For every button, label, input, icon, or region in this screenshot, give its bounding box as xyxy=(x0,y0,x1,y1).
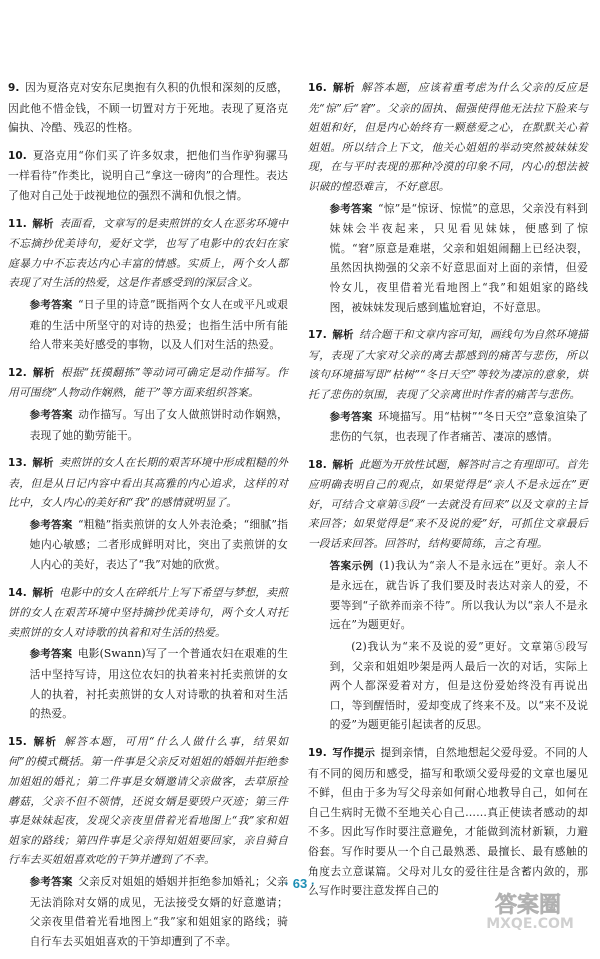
answer-text: 环境描写。用“枯树”“冬日天空”意象渲染了悲伤的气氛，也表现了作者痛苦、凄凉的感情。 xyxy=(329,409,588,444)
analysis-label: 解析 xyxy=(332,82,356,94)
answer-paragraph xyxy=(8,295,288,355)
question-paragraph xyxy=(8,214,288,293)
question-item xyxy=(308,455,588,735)
question-number: 17. xyxy=(308,329,327,342)
analysis-label: 解析 xyxy=(32,217,54,230)
analysis-label: 写作提示 xyxy=(332,747,375,759)
question-item xyxy=(8,583,288,724)
answer-label: 参考答案 xyxy=(329,410,373,423)
question-number: 18. xyxy=(308,458,327,471)
question-item xyxy=(8,78,288,138)
question-item xyxy=(8,214,288,355)
question-item xyxy=(308,78,588,317)
question-item xyxy=(8,453,288,575)
question-number: 16. xyxy=(308,82,327,94)
watermark-text-main: 答案圈 xyxy=(494,893,562,918)
page-number: · 63 · xyxy=(284,876,316,891)
answer-paragraph xyxy=(308,556,588,635)
answer-paragraph xyxy=(8,405,288,445)
question-number: 11. xyxy=(8,217,27,230)
question-text: 此题为开放性试题，解答时言之有理即可。首先应明确表明自己的观点，如果觉得是“亲人不是永远在”更好，可结合文章第⑤段“一去就没有回来”以及文章的主旨来回答；如果觉得是“来不及说的爱”好，可抓住文章最后一段话来回答。回答时，结构要简练，言之有理。 xyxy=(308,457,588,551)
answer-text: (1)我认为“亲人不是永远在”更好。亲人不是永远在，就告诉了我们要及时表达对亲人的爱，不要等到“子欲养而亲不待”。所以我认为以“亲人不是永远在”为题更好。 xyxy=(329,558,588,632)
question-text: 因为夏洛克对安东尼奥抱有久积的仇恨和深刻的反感，因此他不惜金钱，不顾一切置对方于死地。表现了夏洛克偏执、冷酷、残忍的性格。 xyxy=(8,81,288,135)
answer-paragraph xyxy=(308,199,588,318)
question-text: 解答本题，可用“什么人做什么事，结果如何”的模式概括。第一件事是父亲反对姐姐的婚姻并拒绝参加姐姐的婚礼；第二件事是女婿邀请父亲做客，去草原捡蘑菇，父亲不但不领情，还说女婿是要毁户灭迹；第三件事是妹妹起夜，发现父亲夜里借着光看地图上“我”家和姐姐家的路线；第四件事是父亲得知姐姐要回家，亲自骑自行车去买姐姐喜欢吃的干笋并遭到了不幸。 xyxy=(8,734,289,867)
analysis-label: 解析 xyxy=(32,366,55,379)
question-text: 根据“抚摸翻拣”等动词可确定是动作描写。作用可围绕“人物动作娴熟，能干”等方面来组织答案。 xyxy=(8,365,288,400)
question-item xyxy=(8,146,288,206)
question-number: 9. xyxy=(8,82,20,94)
right-column xyxy=(308,78,588,909)
watermark-text-url: MXQE.COM xyxy=(486,916,574,931)
question-number: 14. xyxy=(8,586,27,599)
answer-paragraph xyxy=(308,407,588,447)
left-column xyxy=(8,78,288,959)
question-paragraph xyxy=(8,146,288,206)
answer-label: 参考答案 xyxy=(29,648,73,661)
answer-paragraph xyxy=(8,515,288,575)
answer-label: 参考答案 xyxy=(29,408,73,421)
answer-label: 参考答案 xyxy=(29,875,73,888)
analysis-label: 解析 xyxy=(332,329,354,342)
question-paragraph xyxy=(8,453,288,513)
answer-text: 父亲反对姐姐的婚姻并拒绝参加婚礼；父亲无法消除对女婿的成见，无法接受女婿的好意邀请；父亲夜里借着光看地图上“我”家和姐姐家的路线；骑自行车去买姐姐喜欢的干笋却遭到了不幸。 xyxy=(29,874,289,948)
analysis-label: 解析 xyxy=(32,457,54,470)
question-paragraph xyxy=(308,78,588,197)
question-number: 12. xyxy=(8,366,27,379)
answer-label: 参考答案 xyxy=(29,298,73,311)
answer-text: 电影(Swann)写了一个普通农妇在艰难的生活中坚持写诗，用这位农妇的执着来衬托卖煎饼的女人的执着，衬托卖煎饼的女人对诗歌的执着和对生活的热爱。 xyxy=(29,647,288,721)
question-text: 电影中的女人在碎纸片上写下希望与梦想，卖煎饼的女人在艰苦环境中坚持摘抄优美诗句，两个女人对托卖煎饼的女人对诗歌的执着和对生活的热爱。 xyxy=(8,585,288,639)
question-item xyxy=(8,363,288,445)
question-item xyxy=(308,325,588,447)
analysis-label: 解析 xyxy=(332,458,354,471)
question-text: 卖煎饼的女人在长期的艰苦环境中形成粗糙的外表，但是从日记内容中看出其高雅的内心追求，这样的对比中，女人内心的美好和“我”的感情就明显了。 xyxy=(8,456,288,510)
analysis-label: 解析 xyxy=(32,735,58,748)
analysis-label: 解析 xyxy=(32,586,54,599)
answer-text: “粗糙”指卖煎饼的女人外表沧桑；“细腻”指她内心敏感；二者形成鲜明对比，突出了卖煎饼的女人内心的美好，表达了“我”对她的欣赏。 xyxy=(29,517,288,572)
question-number: 15. xyxy=(8,735,27,748)
watermark-logo xyxy=(458,888,600,931)
question-number: 10. xyxy=(8,149,27,162)
question-text: 表面看，文章写的是卖煎饼的女人在恶劣环境中不忘摘抄优美诗句，爱好文学，也写了电影中的农妇在家庭暴力中不忘表达内心丰富的情感。实质上，两个女人都表现了对生活的热爱，这是作者感受到的深层含义。 xyxy=(8,216,288,290)
question-number: 13. xyxy=(8,457,27,470)
question-number: 19. xyxy=(308,747,327,759)
answer-text: “惊”是“惊讶、惊慌”的意思，父亲没有料到妹妹会半夜起来，只见看见妹妹，便感到了惊慌。“窘”原意是难堪，父亲和姐姐闹翻上已经决裂，虽然因执拗强的父亲不好意思面对上面的亲情，但爱怜女儿，夜里借着光看地图上“我”和姐姐家的路线图，被妹妹发现后感到尴尬窘迫，不好意思。 xyxy=(329,201,588,314)
question-text: 解答本题，应该着重考虑为什么父亲的反应是先“惊”后“窘”。父亲的固执、倔强使得他无法拉下脸来与姐姐和好，但是内心始终有一颗慈爱之心，在默默关心着姐姐。所以结合上下文，他关心姐姐的举动突然被妹妹发现，在与平时表现的那种冷漠的印象不同，内心的想法被识破的惶恐难言，不好意思。 xyxy=(308,81,589,193)
question-item xyxy=(8,732,288,952)
question-paragraph xyxy=(8,583,288,643)
answer-paragraph xyxy=(8,644,288,723)
answer-label: 参考答案 xyxy=(329,202,373,215)
question-text: 提到亲情，自然地想起父爱母爱。不同的人有不同的阅历和感受，描写和歌颂父爱母爱的文章也屡见不鲜，但由于多为写父母亲如何耐心地教导自己，如何在自己生病时无微不至地关心自己……真正使读者感动的却不多。因此写作时要注意避免，才能做到流材新颖，力避俗套。写作时要从一个自己最熟悉、最擅长、最有感触的角度去立意谋篇。父母对儿女的爱往往是含蓄内敛的，那么写作时要注意发挥自己的 xyxy=(308,746,588,898)
question-paragraph xyxy=(8,363,288,403)
question-text: 结合题干和文章内容可知，画线句为自然环境描写，表现了大家对父亲的离去都感到的痛苦与悲伤，所以该句环境描写即“枯树”“冬日天空”等较为凄凉的意象，烘托了悲伤的氛围，表现了父亲离世时作者的痛苦与悲伤。 xyxy=(308,328,588,401)
question-paragraph xyxy=(8,732,288,870)
answer-text: 动作描写。写出了女人做煎饼时动作娴熟，表现了她的勤劳能干。 xyxy=(29,407,289,442)
answer-text: “日子里的诗意”既指两个女人在或平凡或艰难的生活中所坚守的对诗的热爱；也指生活中所有能给人带来美好感受的事物，以及人们对生活的热爱。 xyxy=(29,297,288,352)
answer-label: 答案示例 xyxy=(329,559,374,572)
answer-label: 参考答案 xyxy=(29,518,73,531)
answer-paragraph-2: (2)我认为“来不及说的爱”更好。文章第⑤段写到，父亲和姐姐吵架是两人最后一次的对话，实际上两个人都深爱着对方，但是这份爱始终没有再说出口，等到醒悟时，爱却变成了终来不及。以“来不及说的爱”为题更能引起读者的反思。 xyxy=(329,640,588,732)
question-text: 夏洛克用“你们买了许多奴隶，把他们当作驴狗骡马一样看待”作类比，说明自己“拿这一磅肉”的合理性。表达了他对自己处于歧视地位的强烈不满和仇恨之情。 xyxy=(8,148,288,202)
question-paragraph xyxy=(308,325,588,404)
question-paragraph xyxy=(308,455,588,554)
question-paragraph xyxy=(8,78,288,138)
